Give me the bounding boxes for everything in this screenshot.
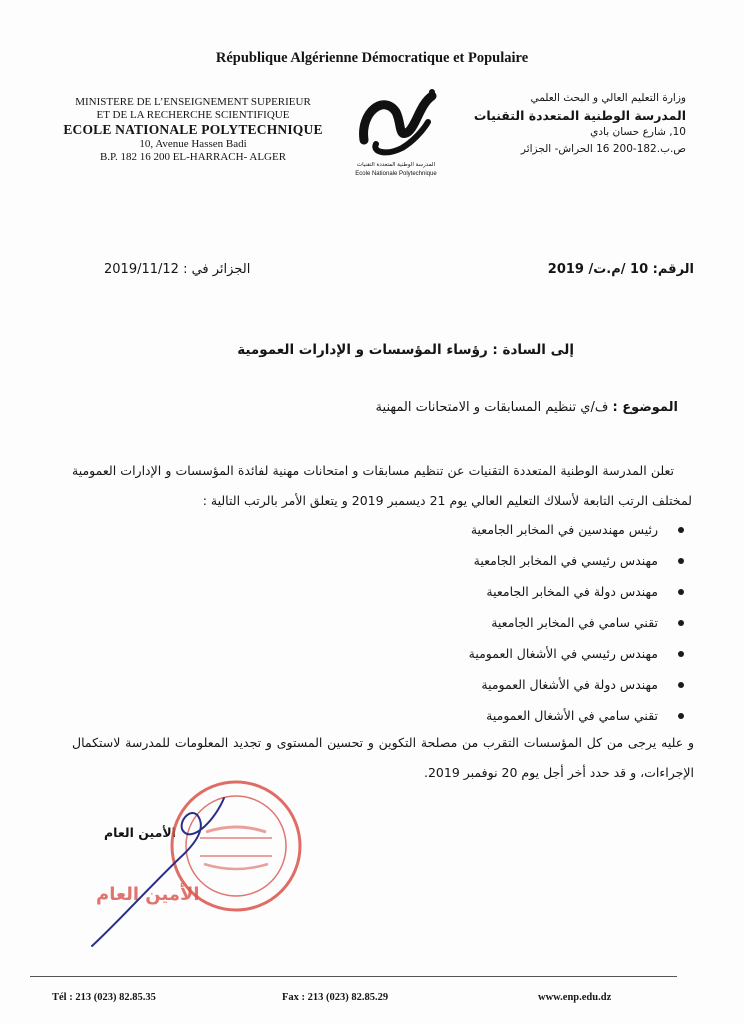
logo-caption-ar: المدرسة الوطنية المتعددة التقنيات	[356, 162, 436, 168]
body-paragraph	[72, 456, 692, 516]
signature-icon	[80, 790, 230, 950]
ministry-line-2: ET DE LA RECHERCHE SCIENTIFIQUE	[96, 109, 290, 121]
list-item: مهندس دولة في الأشغال العمومية	[469, 669, 684, 700]
footer-divider	[30, 976, 677, 977]
list-item: تقني سامي في المخابر الجامعية	[469, 607, 684, 638]
list-item: مهندس رئيسي في الأشغال العمومية	[469, 638, 684, 669]
body-text: تعلن المدرسة الوطنية المتعددة التقنيات عن تنظيم مسابقات و امتحانات مهنية لفائدة المؤسسات و الإدارات العمومية لمختلف الرتب التابعة لأسلاك التعليم العالي يوم 21 ديسمبر 2019 و يتعلق الأمر بالرتب التالية :	[72, 463, 692, 508]
footer-fax: Fax : 213 (023) 82.85.29	[282, 992, 389, 1003]
stamp-text: الأمين العام	[96, 884, 200, 905]
list-item: مهندس رئيسي في المخابر الجامعية	[469, 545, 684, 576]
arabic-header	[446, 90, 686, 158]
ministry-ar: وزارة التعليم العالي و البحث العلمي	[530, 92, 686, 104]
reference-number: الرقم: 10 /م.ت/ 2019	[547, 262, 694, 277]
list-item: تقني سامي في الأشغال العمومية	[469, 700, 684, 731]
school-name-fr: ECOLE NATIONALE POLYTECHNIQUE	[63, 122, 323, 137]
bullet-icon	[678, 589, 684, 595]
republic-heading: République Algérienne Démocratique et Populaire	[215, 50, 529, 66]
closing-paragraph: و عليه يرجى من كل المؤسسات التقرب من مصلحة التكوين و تحسين المستوى و تجديد المعلومات للمدرسة لاستكمال الإجراءات، و قد حدد أخر أجل يوم 20 نوفمبر 2019.	[72, 735, 694, 780]
addressee: إلى السادة : رؤساء المؤسسات و الإدارات العمومية	[237, 342, 574, 358]
french-header	[52, 96, 334, 164]
letter-date: الجزائر في : 2019/11/12	[104, 262, 251, 277]
footer-website: www.enp.edu.dz	[538, 992, 612, 1003]
bullet-icon	[678, 527, 684, 533]
school-name-ar: المدرسة الوطنية المتعددة التقنيات	[473, 108, 686, 123]
footer-phone: Tél : 213 (023) 82.85.35	[52, 992, 156, 1003]
list-item: رئيس مهندسين في المخابر الجامعية	[469, 514, 684, 545]
signatory-title: الأمين العام	[104, 825, 176, 840]
subject-text: ف/ي تنظيم المسابقات و الامتحانات المهنية	[375, 400, 609, 415]
bullet-icon	[678, 682, 684, 688]
bullet-icon	[678, 713, 684, 719]
subject-line	[376, 400, 678, 415]
list-item: مهندس دولة في المخابر الجامعية	[469, 576, 684, 607]
bullet-icon	[678, 620, 684, 626]
bullet-icon	[678, 558, 684, 564]
subject-label: الموضوع :	[612, 400, 678, 415]
logo-caption-fr: Ecole Nationale Polytechnique	[355, 171, 437, 177]
ranks-list	[469, 514, 684, 731]
address-line-2: B.P. 182 16 200 EL-HARRACH- ALGER	[99, 151, 287, 163]
enp-logo	[346, 82, 446, 182]
address-line-1: 10, Avenue Hassen Badi	[139, 138, 247, 150]
address-ar-2: ص.ب.182-200 16 الحراش- الجزائر	[520, 143, 686, 155]
address-ar-1: 10, شارع حسان بادي	[590, 126, 686, 138]
ministry-line-1: MINISTERE DE L’ENSEIGNEMENT SUPERIEUR	[75, 96, 311, 108]
bullet-icon	[678, 651, 684, 657]
